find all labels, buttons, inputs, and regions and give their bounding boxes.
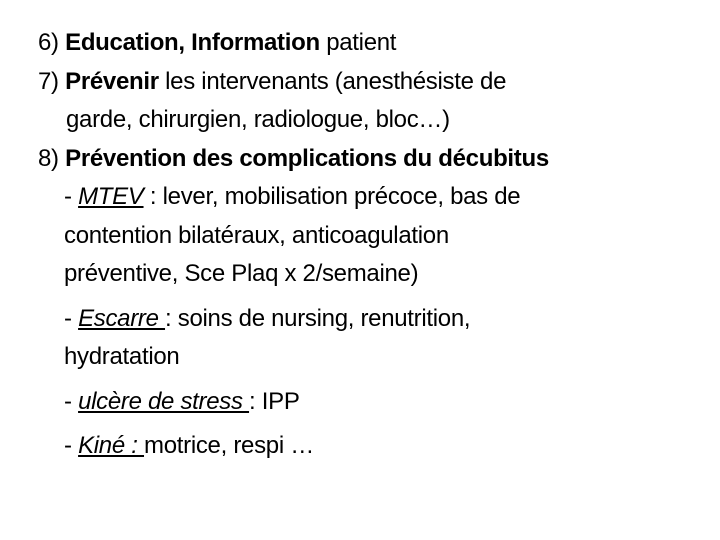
item-8-number: 8) [38,144,66,172]
mtev-term: MTEV [78,183,144,210]
sub-item-kine [38,427,678,466]
item-6-bold: Education, Information [65,29,320,56]
item-7-text: les intervenants (anesthésiste de [158,67,507,95]
sub-item-ulcere [38,383,678,422]
item-7-bold: Prévenir [65,67,159,95]
item-6 [38,24,678,63]
mtev-text: : lever, mobilisation précoce, bas de [143,183,521,210]
escarre-dash: - [64,304,79,332]
item-8 [38,140,678,179]
mtev-dash: - [64,183,79,210]
ulcere-term: ulcère de stress [78,387,250,415]
kine-text: motrice, respi … [144,432,314,459]
kine-dash: - [64,432,79,459]
mtev-continuation-2: préventive, Sce Plaq x 2/semaine) [64,260,419,287]
escarre-text: : soins de nursing, renutrition, [165,304,471,332]
ulcere-dash: - [64,387,79,415]
sub-item-mtev [38,178,678,217]
item-7-number: 7) [38,67,66,95]
item-7-continuation: garde, chirurgien, radiologue, bloc…) [66,106,450,133]
item-7 [38,63,678,102]
bullet-list [38,24,678,466]
item-6-text: patient [319,29,397,56]
item-6-number: 6) [38,29,66,56]
escarre-term: Escarre [78,304,166,332]
escarre-continuation: hydratation [64,343,180,370]
ulcere-text: : IPP [249,387,300,415]
item-8-bold: Prévention des complications du décubitus [65,144,549,172]
kine-term: Kiné : [78,432,145,459]
mtev-continuation-1: contention bilatéraux, anticoagulation [64,221,449,249]
sub-item-escarre [38,300,678,339]
